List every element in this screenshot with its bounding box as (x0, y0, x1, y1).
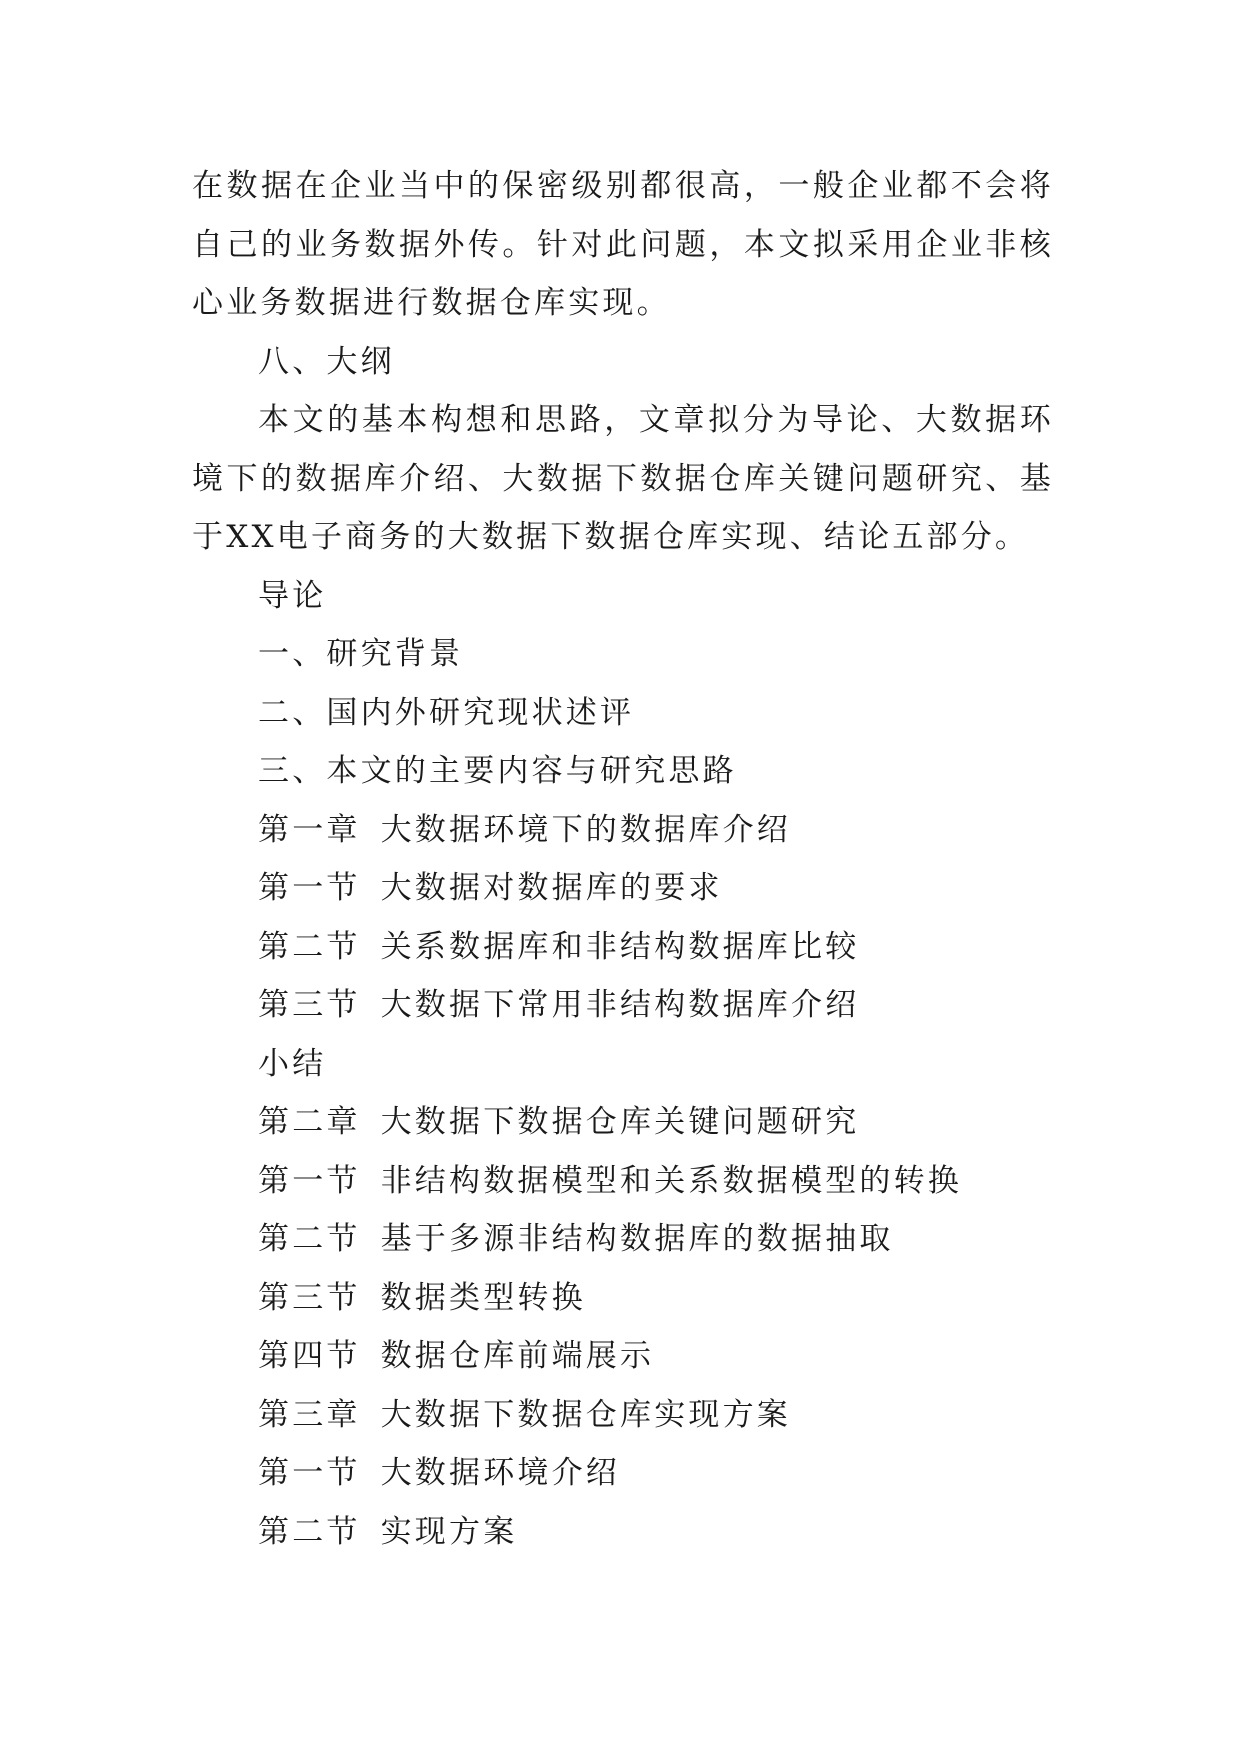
outline-chapter-2-section-1 (192, 1152, 1054, 1211)
outline-title: 大数据下数据仓库实现方案 (380, 1396, 792, 1433)
outline-list (192, 567, 1054, 1562)
outline-chapter-2 (192, 1093, 1054, 1152)
outline-number: 第三节 (258, 987, 361, 1023)
outline-summary: 小结 (258, 1045, 327, 1082)
outline-chapter-1-section-1 (192, 859, 1054, 918)
section-heading: 八、大纲 (258, 343, 395, 380)
outline-title: 数据类型转换 (380, 1279, 586, 1316)
outline-title: 大数据环境介绍 (380, 1455, 621, 1491)
outline-item-review: 二、国内外研究现状述评 (258, 694, 635, 731)
outline-title: 非结构数据模型和关系数据模型的转换 (380, 1162, 963, 1199)
outline-number: 第三节 (258, 1279, 361, 1316)
outline-number: 第二节 (258, 928, 361, 965)
outline-title: 大数据下常用非结构数据库介绍 (380, 987, 860, 1023)
outline-item-main-content: 三、本文的主要内容与研究思路 (258, 753, 737, 789)
outline-paragraph: 本文的基本构想和思路，文章拟分为导论、大数据环境下的数据库介绍、大数据下数据仓库关键问题研究、基于XX电子商务的大数据下数据仓库实现、结论五部分。 (192, 402, 1054, 555)
outline-title: 大数据环境下的数据库介绍 (380, 811, 792, 848)
outline-number: 第二节 (258, 1221, 361, 1257)
outline-chapter-2-section-4 (192, 1327, 1054, 1386)
outline-number: 第一章 (258, 811, 361, 848)
document-body (192, 157, 1054, 1561)
outline-number: 第二章 (258, 1104, 361, 1140)
outline-title: 实现方案 (380, 1513, 518, 1550)
outline-number: 第四节 (258, 1338, 361, 1374)
outline-chapter-1 (192, 801, 1054, 860)
outline-title: 大数据对数据库的要求 (380, 870, 723, 906)
outline-chapter-2-section-2 (192, 1210, 1054, 1269)
outline-number: 第一节 (258, 1455, 361, 1491)
outline-chapter-3-section-1 (192, 1444, 1054, 1503)
outline-chapter-1-section-3 (192, 976, 1054, 1035)
outline-number: 第二节 (258, 1513, 361, 1550)
outline-title: 基于多源非结构数据库的数据抽取 (380, 1221, 894, 1257)
outline-chapter-3 (192, 1386, 1054, 1445)
outline-item-background: 一、研究背景 (258, 636, 464, 672)
outline-number: 第一节 (258, 870, 361, 906)
outline-title: 关系数据库和非结构数据库比较 (380, 928, 860, 965)
outline-chapter-3-section-2 (192, 1503, 1054, 1562)
outline-chapter-1-section-2 (192, 918, 1054, 977)
outline-chapter-2-section-3 (192, 1269, 1054, 1328)
intro-paragraph: 在数据在企业当中的保密级别都很高，一般企业都不会将自己的业务数据外传。针对此问题，本文拟采用企业非核心业务数据进行数据仓库实现。 (192, 168, 1054, 321)
outline-item-intro: 导论 (258, 577, 327, 614)
outline-title: 数据仓库前端展示 (380, 1338, 655, 1374)
outline-number: 第一节 (258, 1162, 361, 1199)
outline-title: 大数据下数据仓库关键问题研究 (380, 1104, 860, 1140)
outline-number: 第三章 (258, 1396, 361, 1433)
